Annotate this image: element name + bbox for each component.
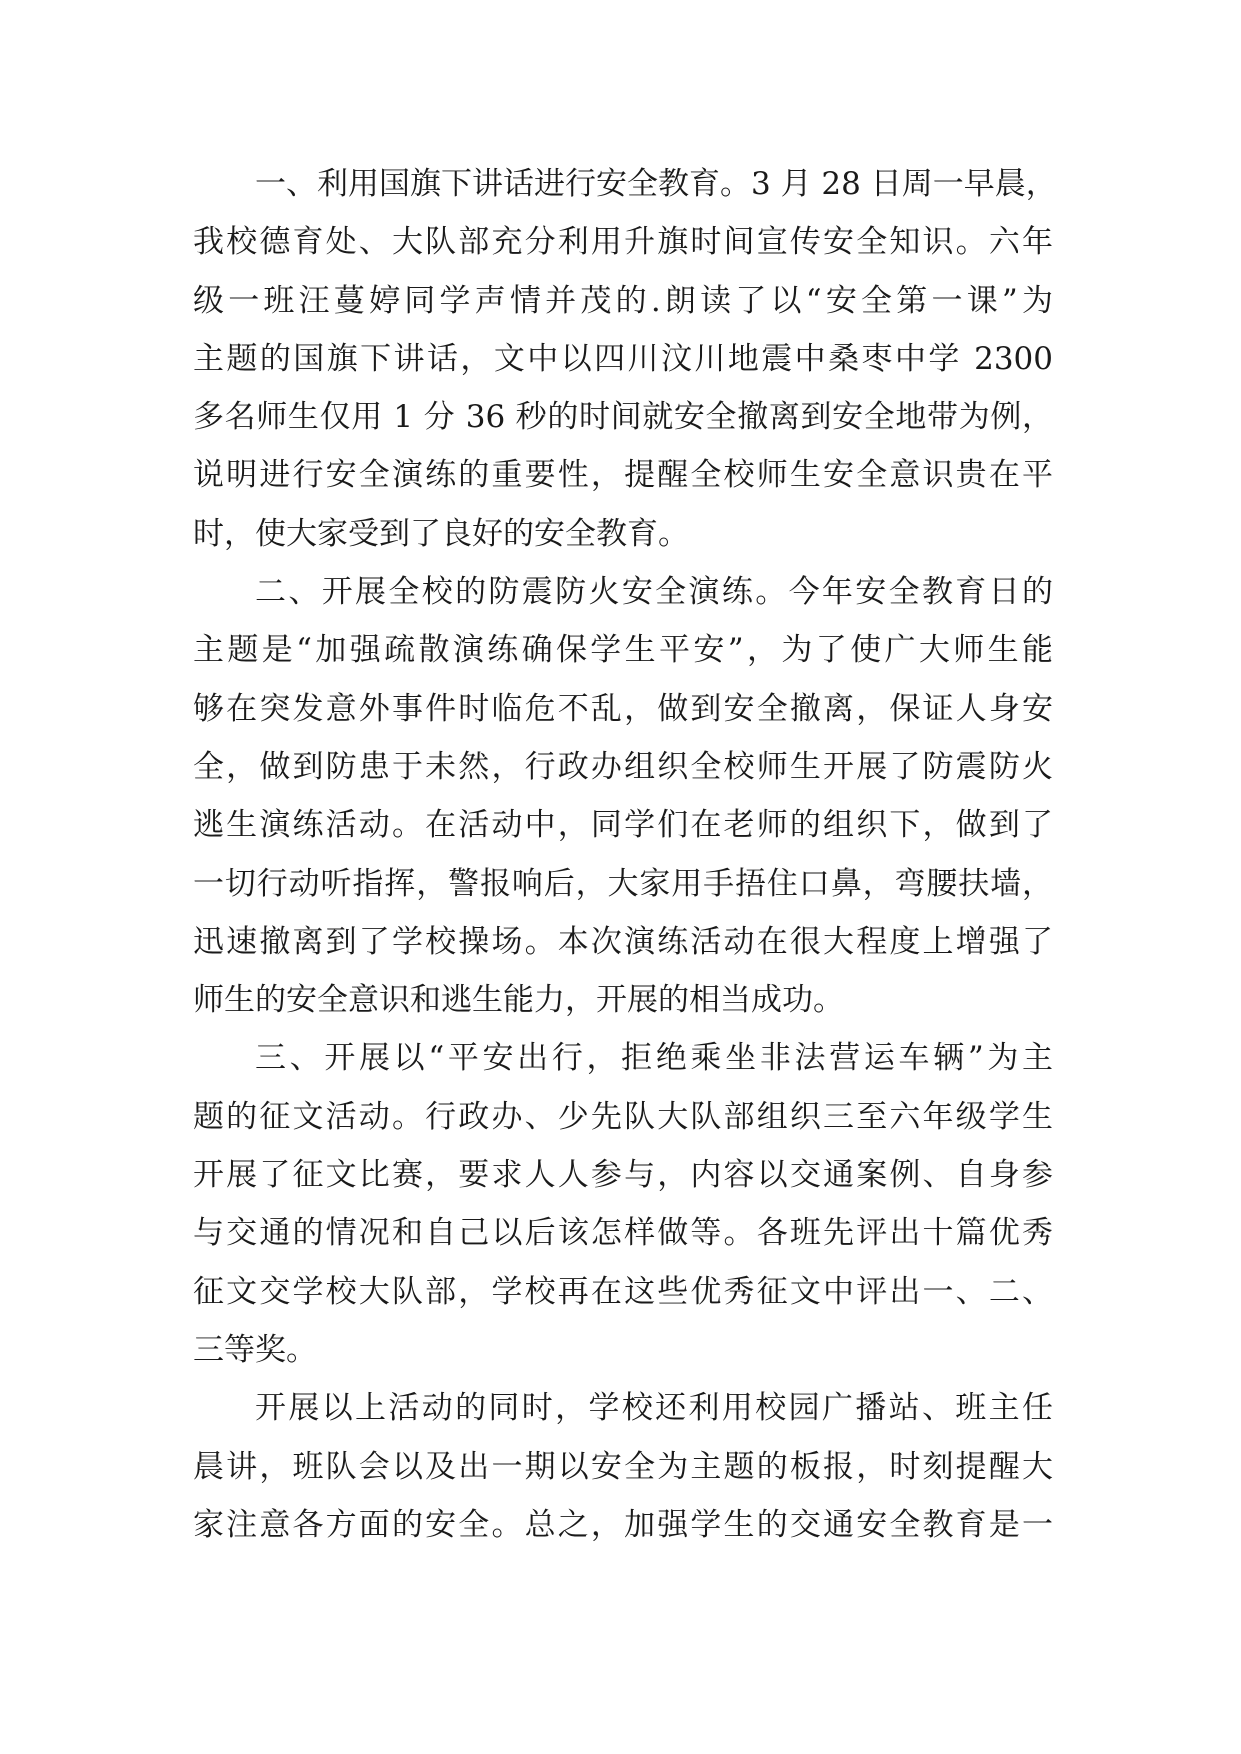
paragraph-1-line-4: 主题的国旗下讲话，文中以四川汶川地震中桑枣中学 2300 [193, 340, 1053, 377]
paragraph-1-line-7: 时，使大家受到了良好的安全教育。 [193, 515, 689, 552]
paragraph-2-line-6: 一切行动听指挥，警报响后，大家用手捂住口鼻，弯腰扶墙， [193, 865, 1053, 902]
paragraph-1-line-1: 一、利用国旗下讲话进行安全教育。3 月 28 日周一早晨， [255, 166, 1057, 202]
paragraph-1-line-2: 我校德育处、大队部充分利用升旗时间宣传安全知识。六年 [193, 224, 1053, 261]
paragraph-3-line-6: 三等奖。 [193, 1331, 317, 1368]
paragraph-3-line-5: 征文交学校大队部，学校再在这些优秀征文中评出一、二、 [193, 1273, 1053, 1310]
paragraph-2-line-1: 二、开展全校的防震防火安全演练。今年安全教育日的 [255, 574, 1053, 611]
paragraph-3-line-2: 题的征文活动。行政办、少先队大队部组织三至六年级学生 [193, 1098, 1053, 1135]
paragraph-2-line-2: 主题是“加强疏散演练确保学生平安”，为了使广大师生能 [193, 632, 1053, 669]
paragraph-2-line-7: 迅速撤离到了学校操场。本次演练活动在很大程度上增强了 [193, 923, 1053, 960]
paragraph-4-line-1: 开展以上活动的同时，学校还利用校园广播站、班主任 [255, 1390, 1053, 1427]
paragraph-3-line-3: 开展了征文比赛，要求人人参与，内容以交通案例、自身参 [193, 1157, 1053, 1194]
paragraph-4-line-2: 晨讲，班队会以及出一期以安全为主题的板报，时刻提醒大 [193, 1448, 1053, 1485]
paragraph-2-line-4: 全，做到防患于未然，行政办组织全校师生开展了防震防火 [193, 748, 1053, 785]
paragraph-2-line-5: 逃生演练活动。在活动中，同学们在老师的组织下，做到了 [193, 807, 1053, 844]
paragraph-2-line-3: 够在突发意外事件时临危不乱，做到安全撤离，保证人身安 [193, 690, 1053, 727]
paragraph-1-line-5: 多名师生仅用 1 分 36 秒的时间就安全撤离到安全地带为例， [193, 399, 1053, 436]
paragraph-3-line-1: 三、开展以“平安出行，拒绝乘坐非法营运车辆”为主 [255, 1040, 1053, 1077]
paragraph-2-line-8: 师生的安全意识和逃生能力，开展的相当成功。 [193, 982, 844, 1019]
paragraph-1-line-3: 级一班汪蔓婷同学声情并茂的.朗读了以“安全第一课”为 [193, 282, 1053, 319]
paragraph-4-line-3: 家注意各方面的安全。总之，加强学生的交通安全教育是一 [193, 1506, 1053, 1543]
paragraph-1-line-6: 说明进行安全演练的重要性，提醒全校师生安全意识贵在平 [193, 457, 1053, 494]
document-body [193, 155, 1057, 1554]
paragraph-3-line-4: 与交通的情况和自己以后该怎样做等。各班先评出十篇优秀 [193, 1215, 1053, 1252]
